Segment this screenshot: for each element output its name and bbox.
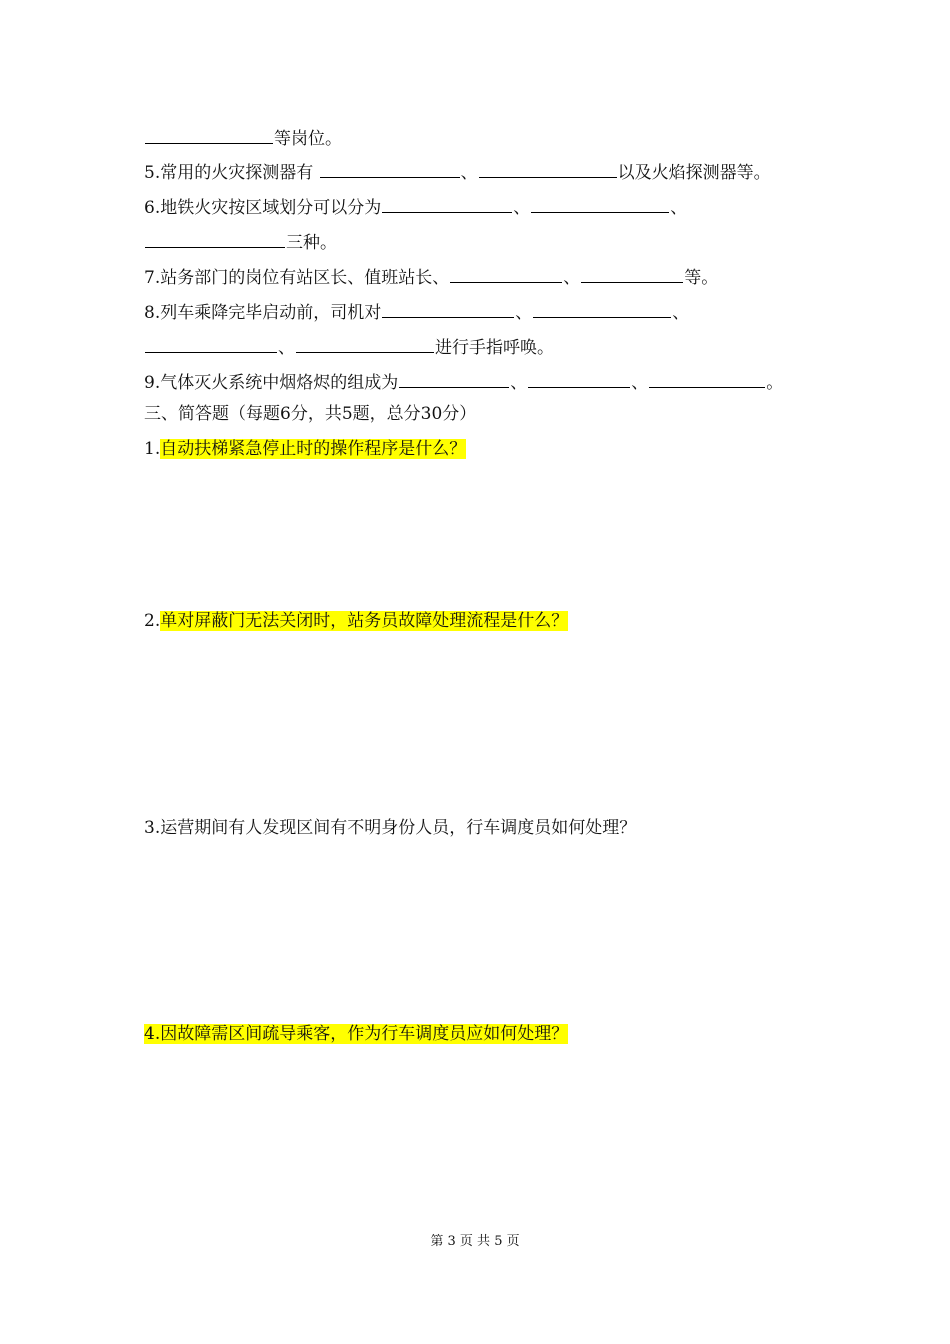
line-text: 、 (515, 303, 533, 323)
page-footer: 第 3 页 共 5 页 (430, 1234, 520, 1249)
short-answer-question-3 (144, 815, 636, 841)
line-text: 、 (510, 373, 528, 393)
question-5 (144, 158, 771, 186)
question-7 (144, 263, 718, 291)
question-text-highlighted: 单对屏蔽门无法关闭时，站务员故障处理流程是什么？ (160, 611, 569, 631)
line-text: 以及火焰探测器等。 (617, 163, 771, 183)
answer-blank[interactable] (399, 368, 509, 388)
question-6 (144, 193, 687, 221)
line-text: 7.站务部门的岗位有站区长、值班站长、 (144, 268, 450, 288)
answer-blank[interactable] (145, 333, 277, 353)
answer-blank[interactable] (533, 298, 671, 318)
answer-blank[interactable] (145, 228, 285, 248)
line-text: 5.常用的火灾探测器有 (144, 163, 319, 183)
answer-blank[interactable] (320, 158, 460, 178)
answer-blank[interactable] (649, 368, 765, 388)
answer-blank[interactable] (382, 298, 514, 318)
line-text: 三种。 (286, 233, 337, 253)
line-text: 、 (631, 373, 649, 393)
question-6-cont (144, 228, 337, 256)
question-number: 1. (144, 439, 161, 459)
answer-blank[interactable] (581, 263, 683, 283)
answer-blank[interactable] (145, 124, 273, 144)
line-text: 、 (278, 338, 295, 358)
line-text: 、 (460, 163, 478, 183)
question-8-cont (144, 333, 554, 361)
line-text: 进行手指呼唤。 (435, 338, 554, 358)
answer-blank[interactable] (528, 368, 630, 388)
answer-blank[interactable] (531, 193, 669, 213)
question-8 (144, 298, 689, 326)
line-text: 等。 (684, 268, 719, 288)
line-text: 、 (670, 198, 688, 218)
fill-line-4-end (144, 124, 342, 152)
short-answer-question-1 (144, 436, 466, 462)
line-text: 9.气体灭火系统中烟烙烬的组成为 (144, 373, 399, 393)
line-text: 6.地铁火灾按区域划分可以分为 (144, 198, 382, 218)
line-text: 、 (563, 268, 581, 288)
answer-blank[interactable] (450, 263, 562, 283)
section-3-title: 三、简答题（每题6分，共5题，总分30分） (144, 404, 477, 424)
line-text: 等岗位。 (274, 129, 342, 149)
question-text-highlighted: 自动扶梯紧急停止时的操作程序是什么？ (160, 439, 467, 459)
line-text: 、 (672, 303, 690, 323)
question-number: 3. (144, 818, 161, 838)
answer-blank[interactable] (479, 158, 617, 178)
short-answer-question-2 (144, 608, 568, 634)
answer-blank[interactable] (296, 333, 434, 353)
question-text-highlighted: 因故障需区间疏导乘客，作为行车调度员应如何处理？ (160, 1024, 569, 1044)
line-text: 8.列车乘降完毕启动前，司机对 (144, 303, 382, 323)
short-answer-question-4 (144, 1021, 568, 1047)
question-text: 运营期间有人发现区间有不明身份人员，行车调度员如何处理？ (160, 818, 637, 838)
question-number: 2. (144, 611, 161, 631)
line-text: 、 (513, 198, 531, 218)
question-9 (144, 368, 783, 396)
answer-blank[interactable] (382, 193, 512, 213)
line-text: 。 (766, 373, 784, 393)
question-number: 4. (144, 1024, 161, 1044)
